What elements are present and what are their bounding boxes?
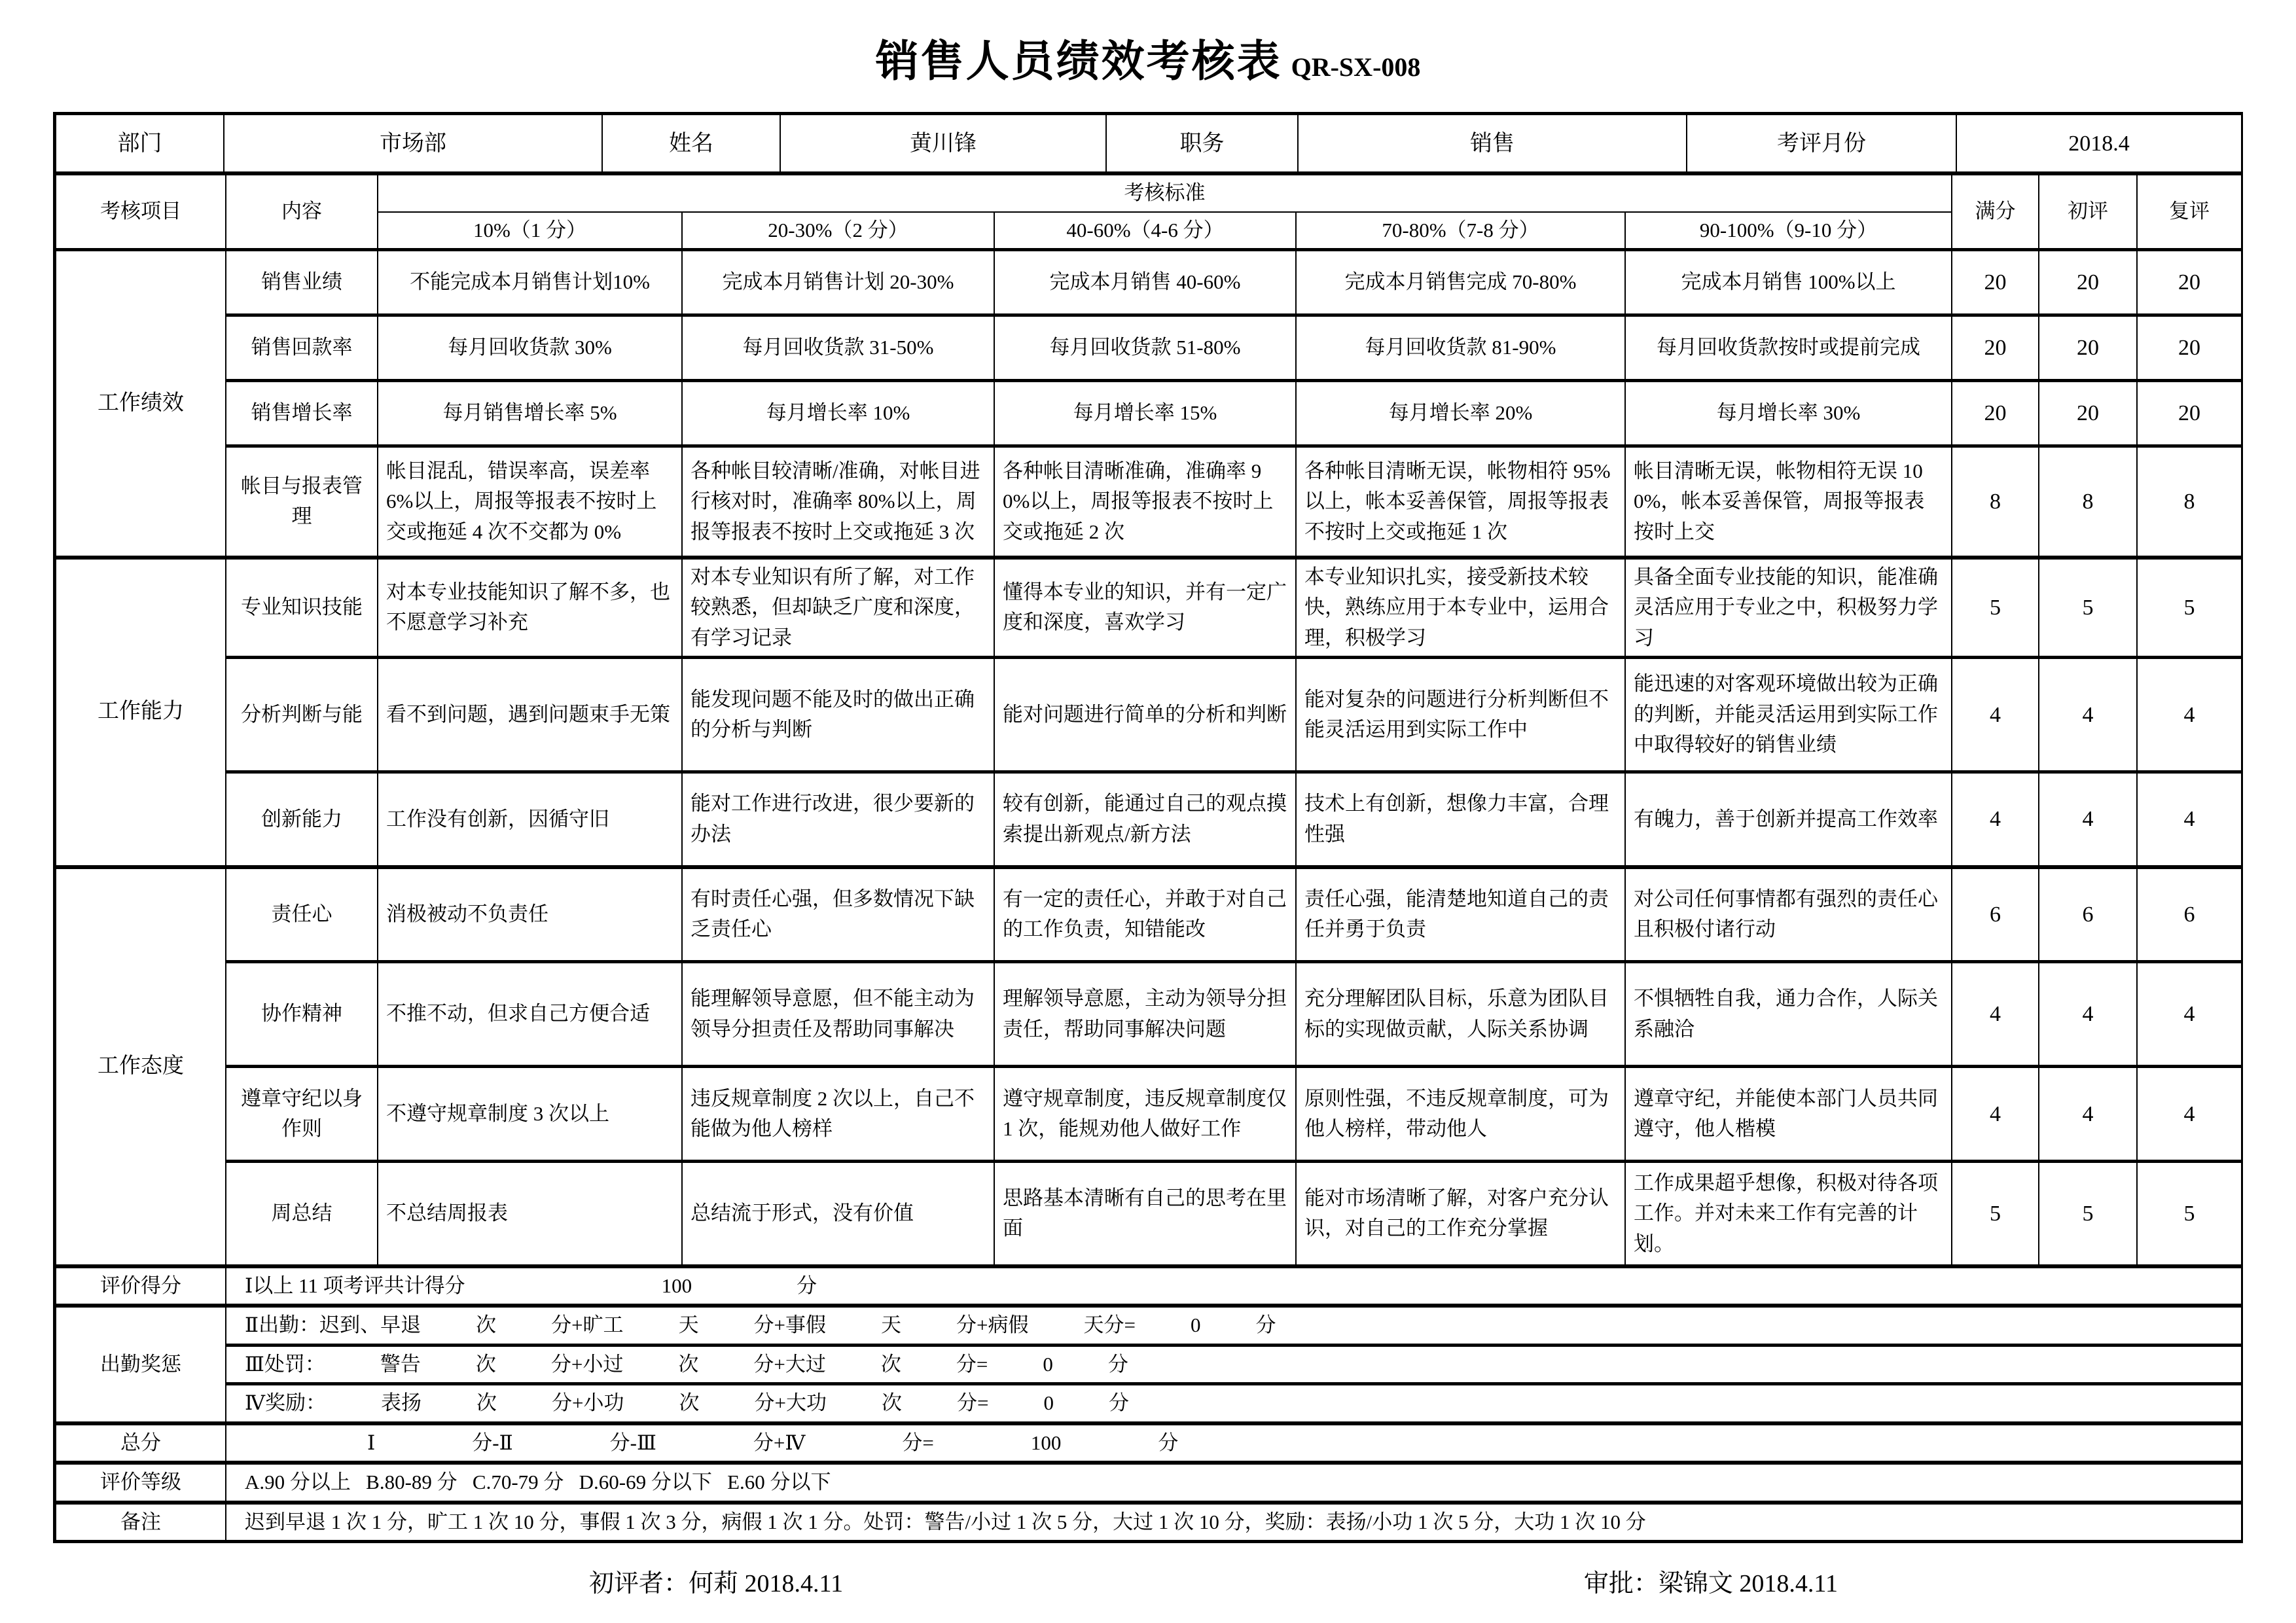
- attendance-segment: 分: [1108, 1391, 1129, 1414]
- attendance-value: 0: [1043, 1391, 1054, 1414]
- review-eval-cell: 20: [2137, 315, 2242, 381]
- review-eval-cell: 8: [2137, 446, 2242, 558]
- full-score-cell: 4: [1952, 1067, 2039, 1162]
- col-header-review-eval: 复评: [2137, 175, 2242, 250]
- attendance-segment: 次: [678, 1352, 699, 1376]
- col-header-full-score: 满分: [1952, 175, 2039, 250]
- attendance-segment: 表扬: [380, 1391, 422, 1414]
- level-header: 20-30%（2 分）: [682, 212, 994, 250]
- attendance-value: 0: [1191, 1313, 1201, 1336]
- attendance-segment: 分+大过: [753, 1352, 826, 1376]
- level-header: 40-60%（4-6 分）: [994, 212, 1296, 250]
- attendance-line: [226, 1306, 2242, 1345]
- total-segment: Ⅰ: [367, 1431, 376, 1454]
- criteria-cell: 本专业知识扎实，接受新技术较快，熟练应用于本专业中，运用合理，积极学习: [1296, 558, 1625, 658]
- criteria-cell: 每月增长率 10%: [682, 381, 994, 446]
- attendance-segment: Ⅱ出勤：迟到、早退: [245, 1313, 422, 1336]
- first-eval-cell: 4: [2039, 1067, 2137, 1162]
- name-value: 黄川锋: [780, 115, 1106, 173]
- criteria-cell: 对公司任何事情都有强烈的责任心且积极付诸行动: [1625, 867, 1952, 962]
- attendance-segment: 分+事假: [753, 1313, 827, 1336]
- table-row: [56, 558, 2242, 658]
- row-label: 销售回款率: [226, 315, 378, 381]
- month-value: 2018.4: [1956, 115, 2242, 173]
- page-title: 销售人员绩效考核表: [875, 38, 1282, 86]
- table-row: [56, 250, 2242, 315]
- row-label: 专业知识技能: [226, 558, 378, 658]
- criteria-cell: 每月回收货款 31-50%: [682, 315, 994, 381]
- criteria-cell: 不推不动，但求自己方便合适: [378, 962, 682, 1067]
- attendance-segment: 分+小功: [551, 1391, 624, 1414]
- table-row: [56, 867, 2242, 962]
- review-eval-cell: 5: [2137, 558, 2242, 658]
- criteria-cell: 责任心强，能清楚地知道自己的责任并勇于负责: [1296, 867, 1625, 962]
- total-segment: 分: [1158, 1431, 1179, 1454]
- review-eval-cell: 4: [2137, 962, 2242, 1067]
- criteria-cell: 每月回收货款按时或提前完成: [1625, 315, 1952, 381]
- job-value: 销售: [1298, 115, 1687, 173]
- grade-row-label: 评价等级: [56, 1463, 226, 1503]
- full-score-cell: 4: [1952, 962, 2039, 1067]
- full-score-cell: 6: [1952, 867, 2039, 962]
- attendance-segment: 次: [880, 1352, 901, 1376]
- table-row: [56, 381, 2242, 446]
- attendance-segment: 次: [679, 1391, 700, 1414]
- criteria-cell: 对本专业知识有所了解，对工作较熟悉，但却缺乏广度和深度，有学习记录: [682, 558, 994, 658]
- table-row: [56, 658, 2242, 772]
- remark-row-label: 备注: [56, 1503, 226, 1541]
- total-row-content: [226, 1423, 2242, 1463]
- criteria-cell: 帐目清晰无误，帐物相符无误 100%，帐本妥善保管，周报等报表按时上交: [1625, 446, 1952, 558]
- criteria-cell: 每月回收货款 30%: [378, 315, 682, 381]
- criteria-cell: 每月增长率 20%: [1296, 381, 1625, 446]
- category-label: 工作能力: [56, 558, 226, 867]
- row-label: 协作精神: [226, 962, 378, 1067]
- signature-footer: [0, 1543, 2296, 1599]
- attendance-line: [226, 1345, 2242, 1384]
- criteria-cell: 违反规章制度 2 次以上，自己不能做为他人榜样: [682, 1067, 994, 1162]
- criteria-header-row: [56, 175, 2242, 212]
- info-table: [55, 114, 2242, 175]
- attendance-segment: 天: [881, 1313, 902, 1336]
- criteria-cell: 每月增长率 30%: [1625, 381, 1952, 446]
- review-eval-cell: 4: [2137, 658, 2242, 772]
- full-score-cell: 5: [1952, 558, 2039, 658]
- criteria-cell: 技术上有创新，想像力丰富，合理性强: [1296, 772, 1625, 867]
- review-eval-cell: 5: [2137, 1162, 2242, 1266]
- criteria-cell: 理解领导意愿，主动为领导分担责任，帮助同事解决问题: [994, 962, 1296, 1067]
- row-label: 责任心: [226, 867, 378, 962]
- attendance-segment: 次: [476, 1391, 497, 1414]
- category-label: 工作态度: [56, 867, 226, 1266]
- attendance-segment: 分+大功: [754, 1391, 827, 1414]
- criteria-cell: 工作没有创新，因循守旧: [378, 772, 682, 867]
- score-row-content: [226, 1266, 2242, 1306]
- full-score-cell: 20: [1952, 250, 2039, 315]
- first-eval-cell: 8: [2039, 446, 2137, 558]
- row-label: 销售业绩: [226, 250, 378, 315]
- attendance-line: [226, 1384, 2242, 1423]
- criteria-cell: 有魄力，善于创新并提高工作效率: [1625, 772, 1952, 867]
- level-header: 10%（1 分）: [378, 212, 682, 250]
- total-segment: 分+Ⅳ: [753, 1431, 806, 1454]
- criteria-cell: 对本专业技能知识了解不多，也不愿意学习补充: [378, 558, 682, 658]
- full-score-cell: 4: [1952, 658, 2039, 772]
- attendance-value: 0: [1043, 1352, 1053, 1376]
- attendance-segment: 次: [476, 1313, 497, 1336]
- criteria-cell: 每月回收货款 81-90%: [1296, 315, 1625, 381]
- criteria-cell: 每月回收货款 51-80%: [994, 315, 1296, 381]
- attendance-segment: Ⅲ处罚：: [245, 1352, 325, 1376]
- doc-code: QR-SX-008: [1291, 52, 1421, 82]
- full-score-cell: 4: [1952, 772, 2039, 867]
- total-score-row: [56, 1423, 2242, 1463]
- form-table-frame: [53, 112, 2243, 1543]
- review-eval-cell: 20: [2137, 381, 2242, 446]
- criteria-cell: 能对复杂的问题进行分析判断但不能灵活运用到实际工作中: [1296, 658, 1625, 772]
- criteria-cell: 完成本月销售 40-60%: [994, 250, 1296, 315]
- total-value: 100: [1030, 1431, 1062, 1454]
- attendance-segment: 分=: [956, 1391, 989, 1414]
- full-score-cell: 20: [1952, 381, 2039, 446]
- title-block: [0, 0, 2296, 88]
- criteria-cell: 原则性强，不违反规章制度，可为他人榜样，带动他人: [1296, 1067, 1625, 1162]
- row-label: 创新能力: [226, 772, 378, 867]
- row-label: 销售增长率: [226, 381, 378, 446]
- criteria-cell: 不遵守规章制度 3 次以上: [378, 1067, 682, 1162]
- attendance-row: [56, 1306, 2242, 1345]
- row-label: 帐目与报表管理: [226, 446, 378, 558]
- first-eval-cell: 20: [2039, 315, 2137, 381]
- criteria-cell: 总结流于形式，没有价值: [682, 1162, 994, 1266]
- col-header-standard: 考核标准: [378, 175, 1952, 212]
- evaluation-table: [55, 175, 2242, 1541]
- criteria-cell: 有时责任心强，但多数情况下缺乏责任心: [682, 867, 994, 962]
- criteria-cell: 完成本月销售 100%以上: [1625, 250, 1952, 315]
- first-eval-cell: 20: [2039, 250, 2137, 315]
- level-header: 90-100%（9-10 分）: [1625, 212, 1952, 250]
- first-eval-cell: 4: [2039, 772, 2137, 867]
- criteria-cell: 帐目混乱，错误率高，误差率 6%以上，周报等报表不按时上交或拖延 4 次不交都为 0%: [378, 446, 682, 558]
- review-eval-cell: 4: [2137, 1067, 2242, 1162]
- info-row: [56, 115, 2242, 173]
- criteria-cell: 不惧牺牲自我，通力合作，人际关系融洽: [1625, 962, 1952, 1067]
- table-row: [56, 962, 2242, 1067]
- total-row-label: 总分: [56, 1423, 226, 1463]
- attendance-segment: 分+病假: [956, 1313, 1029, 1336]
- attendance-segment: 警告: [380, 1352, 421, 1376]
- criteria-cell: 能理解领导意愿，但不能主动为领导分担责任及帮助同事解决: [682, 962, 994, 1067]
- score-summary-row: [56, 1266, 2242, 1306]
- full-score-cell: 5: [1952, 1162, 2039, 1266]
- grade-row: [56, 1463, 2242, 1503]
- attendance-row: [56, 1345, 2242, 1384]
- attendance-segment: 次: [881, 1391, 902, 1414]
- attendance-segment: 分+小过: [550, 1352, 624, 1376]
- review-eval-cell: 6: [2137, 867, 2242, 962]
- approver-signature: 审批：梁锦文 2018.4.11: [1583, 1570, 1838, 1597]
- criteria-cell: 较有创新，能通过自己的观点摸索提出新观点/新方法: [994, 772, 1296, 867]
- attendance-segment: 天: [678, 1313, 699, 1336]
- criteria-cell: 能发现问题不能及时的做出正确的分析与判断: [682, 658, 994, 772]
- criteria-cell: 能对问题进行简单的分析和判断: [994, 658, 1296, 772]
- criteria-cell: 思路基本清晰有自己的思考在里面: [994, 1162, 1296, 1266]
- criteria-cell: 各种帐目清晰准确，准确率 90%以上，周报等报表不按时上交或拖延 2 次: [994, 446, 1296, 558]
- criteria-cell: 遵守规章制度，违反规章制度仅 1 次，能规劝他人做好工作: [994, 1067, 1296, 1162]
- criteria-cell: 工作成果超乎想像，积极对待各项工作。并对未来工作有完善的计划。: [1625, 1162, 1952, 1266]
- col-header-content: 内容: [226, 175, 378, 250]
- score-row-value: 100: [661, 1274, 692, 1297]
- dept-value: 市场部: [224, 115, 602, 173]
- criteria-cell: 各种帐目较清晰/准确，对帐目进行核对时，准确率 80%以上，周报等报表不按时上交或拖延 3 次: [682, 446, 994, 558]
- full-score-cell: 20: [1952, 315, 2039, 381]
- criteria-cell: 看不到问题，遇到问题束手无策: [378, 658, 682, 772]
- first-eval-cell: 20: [2039, 381, 2137, 446]
- criteria-cell: 能迅速的对客观环境做出较为正确的判断，并能灵活运用到实际工作中取得较好的销售业绩: [1625, 658, 1952, 772]
- col-header-item: 考核项目: [56, 175, 226, 250]
- level-header: 70-80%（7-8 分）: [1296, 212, 1625, 250]
- attendance-segment: Ⅳ奖励：: [245, 1391, 326, 1414]
- level-header-row: [56, 212, 2242, 250]
- first-eval-cell: 5: [2039, 558, 2137, 658]
- attendance-segment: 分=: [956, 1352, 988, 1376]
- criteria-cell: 完成本月销售计划 20-30%: [682, 250, 994, 315]
- criteria-cell: 完成本月销售完成 70-80%: [1296, 250, 1625, 315]
- review-eval-cell: 4: [2137, 772, 2242, 867]
- criteria-cell: 不能完成本月销售计划10%: [378, 250, 682, 315]
- criteria-cell: 具备全面专业技能的知识，能准确灵活应用于专业之中，积极努力学习: [1625, 558, 1952, 658]
- row-label: 周总结: [226, 1162, 378, 1266]
- table-row: [56, 1162, 2242, 1266]
- month-label: 考评月份: [1687, 115, 1956, 173]
- category-label: 工作绩效: [56, 250, 226, 558]
- first-eval-cell: 4: [2039, 658, 2137, 772]
- first-eval-cell: 5: [2039, 1162, 2137, 1266]
- dept-label: 部门: [56, 115, 224, 173]
- first-eval-cell: 6: [2039, 867, 2137, 962]
- total-segment: 分=: [902, 1431, 934, 1454]
- remark-row: [56, 1503, 2242, 1541]
- criteria-cell: 各种帐目清晰无误，帐物相符 95%以上，帐本妥善保管，周报等报表不按时上交或拖延 1 次: [1296, 446, 1625, 558]
- criteria-cell: 每月销售增长率 5%: [378, 381, 682, 446]
- score-row-text: Ⅰ以上 11 项考评共计得分: [245, 1274, 465, 1297]
- review-eval-cell: 20: [2137, 250, 2242, 315]
- first-evaluator-signature: 初评者：何莉 2018.4.11: [589, 1570, 844, 1597]
- criteria-cell: 消极被动不负责任: [378, 867, 682, 962]
- total-segment: 分-Ⅲ: [609, 1431, 656, 1454]
- criteria-cell: 有一定的责任心，并敢于对自己的工作负责，知错能改: [994, 867, 1296, 962]
- name-label: 姓名: [602, 115, 780, 173]
- total-segment: 分-Ⅱ: [472, 1431, 513, 1454]
- attendance-segment: 分: [1255, 1313, 1276, 1336]
- criteria-cell: 能对工作进行改进，很少要新的办法: [682, 772, 994, 867]
- criteria-cell: 每月增长率 15%: [994, 381, 1296, 446]
- attendance-segment: 天分=: [1083, 1313, 1136, 1336]
- job-label: 职务: [1106, 115, 1298, 173]
- full-score-cell: 8: [1952, 446, 2039, 558]
- criteria-cell: 懂得本专业的知识，并有一定广度和深度，喜欢学习: [994, 558, 1296, 658]
- table-row: [56, 315, 2242, 381]
- first-eval-cell: 4: [2039, 962, 2137, 1067]
- row-label: 分析判断与能: [226, 658, 378, 772]
- criteria-cell: 遵章守纪，并能使本部门人员共同遵守，他人楷模: [1625, 1067, 1952, 1162]
- attendance-label: 出勤奖惩: [56, 1306, 226, 1423]
- table-row: [56, 446, 2242, 558]
- criteria-cell: 能对市场清晰了解，对客户充分认识，对自己的工作充分掌握: [1296, 1162, 1625, 1266]
- attendance-segment: 次: [475, 1352, 496, 1376]
- col-header-first-eval: 初评: [2039, 175, 2137, 250]
- grade-row-content: A.90 分以上 B.80-89 分 C.70-79 分 D.60-69 分以下 E.60 分以下: [226, 1463, 2242, 1503]
- table-row: [56, 1067, 2242, 1162]
- criteria-cell: 不总结周报表: [378, 1162, 682, 1266]
- criteria-cell: 充分理解团队目标，乐意为团队目标的实现做贡献，人际关系协调: [1296, 962, 1625, 1067]
- attendance-row: [56, 1384, 2242, 1423]
- attendance-segment: 分+旷工: [551, 1313, 624, 1336]
- remark-row-content: 迟到早退 1 次 1 分，旷工 1 次 10 分，事假 1 次 3 分，病假 1 次 1 分。处罚：警告/小过 1 次 5 分，大过 1 次 10 分，奖励：表扬/小功 1 次 5 分，大功 1 次 10 分: [226, 1503, 2242, 1541]
- score-row-label: 评价得分: [56, 1266, 226, 1306]
- attendance-segment: 分: [1107, 1352, 1128, 1376]
- table-row: [56, 772, 2242, 867]
- score-row-unit: 分: [797, 1274, 817, 1297]
- row-label: 遵章守纪以身作则: [226, 1067, 378, 1162]
